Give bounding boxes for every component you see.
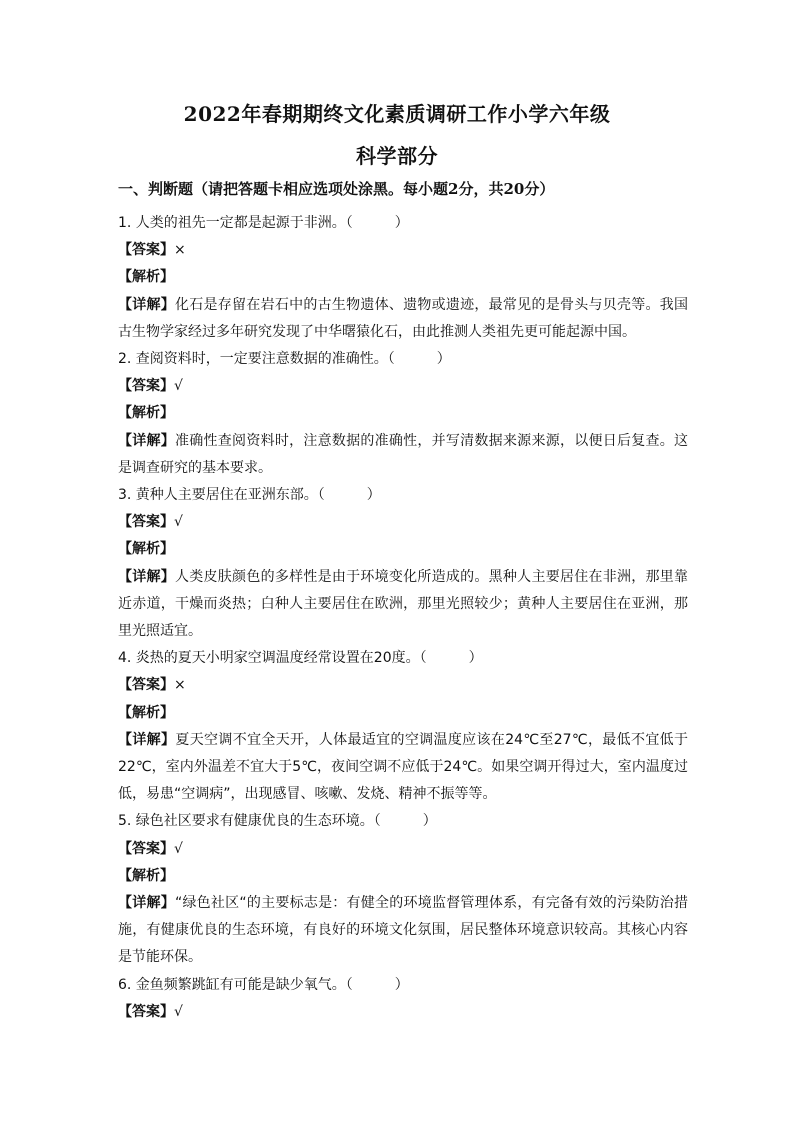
answer-label: 【答案】 bbox=[118, 378, 174, 395]
answer-line bbox=[118, 237, 688, 264]
answer-label: 【答案】 bbox=[118, 677, 174, 694]
detail-text: “绿色社区“的主要标志是：有健全的环境监督管理体系，有完备有效的污染防治措施，有健康优良的生态环境，有良好的环境文化氛围，居民整体环境意识较高。其核心内容是节能环保。 bbox=[118, 895, 688, 966]
analysis-label: 【解析】 bbox=[118, 704, 174, 721]
answer-line bbox=[118, 373, 688, 400]
question-text: 4. 炎热的夏天小明家空调温度经常设置在20度。（ ） bbox=[118, 650, 483, 667]
detail-paragraph bbox=[118, 727, 688, 809]
detail-text: 化石是存留在岩石中的古生物遗体、遗物或遗迹，最常见的是骨头与贝壳等。我国古生物学家经过多年研究发现了中华曙猿化石，由此推测人类祖先更可能起源中国。 bbox=[118, 296, 689, 340]
answer-line bbox=[118, 999, 688, 1026]
answer-label: 【答案】 bbox=[118, 242, 174, 259]
questions-list bbox=[118, 210, 688, 1026]
section-heading: 一、判断题（请把答题卡相应选项处涂黑。每小题2分，共20分） bbox=[118, 180, 555, 198]
document-title: 2022年春期期终文化素质调研工作小学六年级 bbox=[183, 102, 611, 126]
document-subtitle: 科学部分 bbox=[356, 144, 438, 168]
answer-line bbox=[118, 672, 688, 699]
detail-label: 【详解】 bbox=[118, 432, 176, 449]
detail-paragraph bbox=[118, 890, 688, 972]
answer-value: √ bbox=[174, 514, 183, 531]
analysis-label: 【解析】 bbox=[118, 405, 174, 422]
detail-text: 人类皮肤颜色的多样性是由于环境变化所造成的。黑种人主要居住在非洲，那里靠近赤道，干燥而炎热；白种人主要居住在欧洲，那里光照较少；黄种人主要居住在亚洲，那里光照适宜。 bbox=[118, 568, 689, 640]
question-text: 2. 查阅资料时，一定要注意数据的准确性。（ ） bbox=[118, 351, 451, 368]
analysis-label: 【解析】 bbox=[118, 269, 174, 286]
answer-label: 【答案】 bbox=[118, 1003, 174, 1020]
question-text: 5. 绿色社区要求有健康优良的生态环境。（ ） bbox=[118, 813, 437, 830]
question-text: 6. 金鱼频繁跳缸有可能是缺少氧气。（ ） bbox=[118, 976, 409, 993]
analysis-label: 【解析】 bbox=[118, 867, 174, 884]
question-item bbox=[118, 210, 688, 346]
answer-label: 【答案】 bbox=[118, 514, 174, 531]
detail-label: 【详解】 bbox=[118, 296, 176, 313]
answer-value: √ bbox=[174, 1003, 183, 1020]
detail-label: 【详解】 bbox=[118, 731, 176, 748]
question-item bbox=[118, 645, 688, 808]
answer-line bbox=[118, 509, 688, 536]
question-text: 3. 黄种人主要居住在亚洲东部。（ ） bbox=[118, 487, 381, 504]
answer-line bbox=[118, 836, 688, 863]
detail-paragraph bbox=[118, 428, 688, 482]
answer-label: 【答案】 bbox=[118, 840, 174, 857]
question-item bbox=[118, 482, 688, 645]
question-text: 1. 人类的祖先一定都是起源于非洲。（ ） bbox=[118, 215, 409, 231]
detail-text: 准确性查阅资料时，注意数据的准确性，并写清数据来源来源，以便日后复查。这是调查研究的基本要求。 bbox=[118, 432, 689, 476]
detail-label: 【详解】 bbox=[118, 568, 176, 585]
answer-value: × bbox=[174, 677, 186, 694]
question-item bbox=[118, 972, 688, 1026]
answer-value: √ bbox=[174, 840, 183, 857]
detail-paragraph bbox=[118, 564, 688, 646]
question-item bbox=[118, 346, 688, 482]
answer-value: √ bbox=[174, 378, 183, 395]
analysis-label: 【解析】 bbox=[118, 541, 174, 558]
answer-value: × bbox=[174, 242, 186, 259]
detail-label: 【详解】 bbox=[118, 895, 175, 912]
detail-paragraph bbox=[118, 292, 688, 346]
detail-text: 夏天空调不宜全天开，人体最适宜的空调温度应该在24℃至27℃，最低不宜低于22℃，室内外温差不宜大于5℃，夜间空调不应低于24℃。如果空调开得过大，室内温度过低，易患“空调病”，出现感冒、咳嗽、发烧、精神不振等等。 bbox=[118, 731, 689, 803]
question-item bbox=[118, 808, 688, 971]
